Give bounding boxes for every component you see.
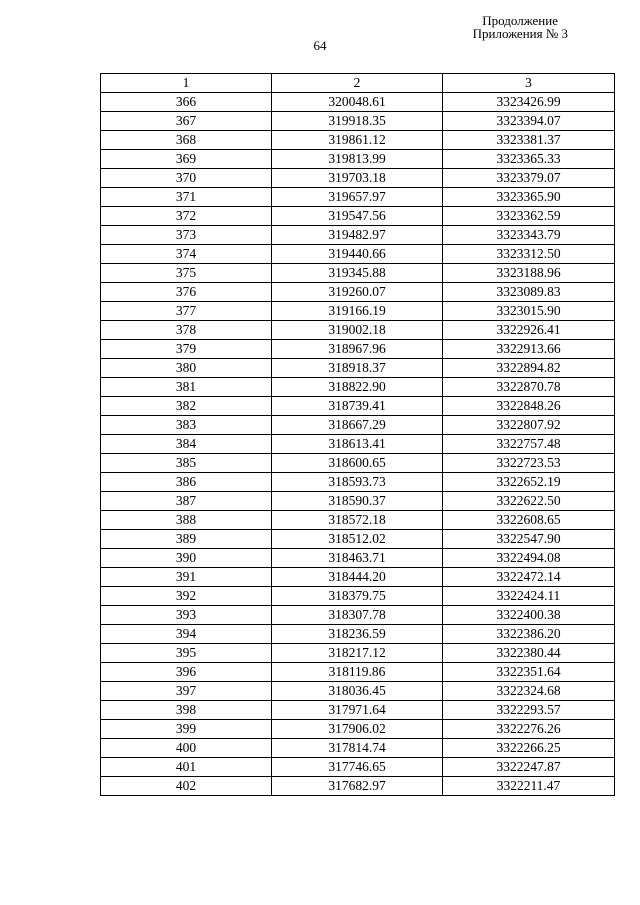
table-row <box>101 663 615 682</box>
x-coordinate-cell: 318822.90 <box>272 378 443 397</box>
y-coordinate-cell: 3323015.90 <box>443 302 615 321</box>
point-number-cell: 390 <box>101 549 272 568</box>
table-row <box>101 511 615 530</box>
x-coordinate-cell: 318036.45 <box>272 682 443 701</box>
y-coordinate-cell: 3322324.68 <box>443 682 615 701</box>
point-number-cell: 389 <box>101 530 272 549</box>
table-row <box>101 378 615 397</box>
y-coordinate-cell: 3322926.41 <box>443 321 615 340</box>
y-coordinate-cell: 3322424.11 <box>443 587 615 606</box>
point-number-cell: 376 <box>101 283 272 302</box>
y-coordinate-cell: 3322472.14 <box>443 568 615 587</box>
table-row <box>101 359 615 378</box>
table-row <box>101 416 615 435</box>
y-coordinate-cell: 3322913.66 <box>443 340 615 359</box>
point-number-cell: 367 <box>101 112 272 131</box>
table-row <box>101 302 615 321</box>
point-number-cell: 383 <box>101 416 272 435</box>
column-header-2: 2 <box>272 74 443 93</box>
page-number: 64 <box>313 38 327 53</box>
x-coordinate-cell: 319547.56 <box>272 207 443 226</box>
point-number-cell: 373 <box>101 226 272 245</box>
header-continuation: Продолжение <box>482 13 558 28</box>
point-number-cell: 396 <box>101 663 272 682</box>
table-row <box>101 682 615 701</box>
y-coordinate-cell: 3323188.96 <box>443 264 615 283</box>
y-coordinate-cell: 3322293.57 <box>443 701 615 720</box>
table-row <box>101 435 615 454</box>
table-row <box>101 112 615 131</box>
y-coordinate-cell: 3322870.78 <box>443 378 615 397</box>
table-row <box>101 283 615 302</box>
x-coordinate-cell: 319861.12 <box>272 131 443 150</box>
table-row <box>101 264 615 283</box>
y-coordinate-cell: 3322807.92 <box>443 416 615 435</box>
y-coordinate-cell: 3322276.26 <box>443 720 615 739</box>
table-row <box>101 606 615 625</box>
point-number-cell: 375 <box>101 264 272 283</box>
point-number-cell: 377 <box>101 302 272 321</box>
x-coordinate-cell: 318667.29 <box>272 416 443 435</box>
table-row <box>101 758 615 777</box>
point-number-cell: 382 <box>101 397 272 416</box>
x-coordinate-cell: 318217.12 <box>272 644 443 663</box>
x-coordinate-cell: 318572.18 <box>272 511 443 530</box>
table-row <box>101 644 615 663</box>
x-coordinate-cell: 319166.19 <box>272 302 443 321</box>
x-coordinate-cell: 317906.02 <box>272 720 443 739</box>
point-number-cell: 372 <box>101 207 272 226</box>
x-coordinate-cell: 317682.97 <box>272 777 443 796</box>
point-number-cell: 392 <box>101 587 272 606</box>
point-number-cell: 388 <box>101 511 272 530</box>
x-coordinate-cell: 318444.20 <box>272 568 443 587</box>
y-coordinate-cell: 3323365.33 <box>443 150 615 169</box>
point-number-cell: 366 <box>101 93 272 112</box>
x-coordinate-cell: 319813.99 <box>272 150 443 169</box>
x-coordinate-cell: 318119.86 <box>272 663 443 682</box>
y-coordinate-cell: 3323089.83 <box>443 283 615 302</box>
point-number-cell: 400 <box>101 739 272 758</box>
point-number-cell: 368 <box>101 131 272 150</box>
x-coordinate-cell: 319657.97 <box>272 188 443 207</box>
x-coordinate-cell: 319002.18 <box>272 321 443 340</box>
x-coordinate-cell: 318967.96 <box>272 340 443 359</box>
y-coordinate-cell: 3322547.90 <box>443 530 615 549</box>
point-number-cell: 371 <box>101 188 272 207</box>
y-coordinate-cell: 3322652.19 <box>443 473 615 492</box>
y-coordinate-cell: 3322380.44 <box>443 644 615 663</box>
point-number-cell: 378 <box>101 321 272 340</box>
header-appendix-title: Приложения № 3 <box>472 26 568 41</box>
y-coordinate-cell: 3322211.47 <box>443 777 615 796</box>
point-number-cell: 369 <box>101 150 272 169</box>
y-coordinate-cell: 3323426.99 <box>443 93 615 112</box>
y-coordinate-cell: 3323381.37 <box>443 131 615 150</box>
point-number-cell: 397 <box>101 682 272 701</box>
point-number-cell: 401 <box>101 758 272 777</box>
table-row <box>101 93 615 112</box>
y-coordinate-cell: 3322894.82 <box>443 359 615 378</box>
y-coordinate-cell: 3323343.79 <box>443 226 615 245</box>
table-row <box>101 397 615 416</box>
x-coordinate-cell: 318512.02 <box>272 530 443 549</box>
y-coordinate-cell: 3323379.07 <box>443 169 615 188</box>
x-coordinate-cell: 319703.18 <box>272 169 443 188</box>
x-coordinate-cell: 317814.74 <box>272 739 443 758</box>
point-number-cell: 384 <box>101 435 272 454</box>
x-coordinate-cell: 318918.37 <box>272 359 443 378</box>
y-coordinate-cell: 3322757.48 <box>443 435 615 454</box>
y-coordinate-cell: 3322400.38 <box>443 606 615 625</box>
y-coordinate-cell: 3322848.26 <box>443 397 615 416</box>
table-row <box>101 549 615 568</box>
point-number-cell: 399 <box>101 720 272 739</box>
x-coordinate-cell: 318307.78 <box>272 606 443 625</box>
table-row <box>101 340 615 359</box>
point-number-cell: 402 <box>101 777 272 796</box>
point-number-cell: 370 <box>101 169 272 188</box>
table-body <box>101 93 615 796</box>
y-coordinate-cell: 3323365.90 <box>443 188 615 207</box>
y-coordinate-cell: 3322622.50 <box>443 492 615 511</box>
y-coordinate-cell: 3322266.25 <box>443 739 615 758</box>
table-row <box>101 739 615 758</box>
table-row <box>101 530 615 549</box>
y-coordinate-cell: 3322247.87 <box>443 758 615 777</box>
point-number-cell: 385 <box>101 454 272 473</box>
point-number-cell: 398 <box>101 701 272 720</box>
point-number-cell: 374 <box>101 245 272 264</box>
x-coordinate-cell: 318613.41 <box>272 435 443 454</box>
y-coordinate-cell: 3323362.59 <box>443 207 615 226</box>
x-coordinate-cell: 318593.73 <box>272 473 443 492</box>
x-coordinate-cell: 319345.88 <box>272 264 443 283</box>
table-row <box>101 188 615 207</box>
point-number-cell: 386 <box>101 473 272 492</box>
table-row <box>101 150 615 169</box>
appendix-header <box>473 14 568 40</box>
point-number-cell: 393 <box>101 606 272 625</box>
table-row <box>101 492 615 511</box>
table-row <box>101 587 615 606</box>
column-header-1: 1 <box>101 74 272 93</box>
table-row <box>101 321 615 340</box>
y-coordinate-cell: 3322608.65 <box>443 511 615 530</box>
x-coordinate-cell: 317746.65 <box>272 758 443 777</box>
y-coordinate-cell: 3322351.64 <box>443 663 615 682</box>
x-coordinate-cell: 318379.75 <box>272 587 443 606</box>
y-coordinate-cell: 3323394.07 <box>443 112 615 131</box>
y-coordinate-cell: 3323312.50 <box>443 245 615 264</box>
x-coordinate-cell: 318739.41 <box>272 397 443 416</box>
y-coordinate-cell: 3322386.20 <box>443 625 615 644</box>
x-coordinate-cell: 319260.07 <box>272 283 443 302</box>
table-row <box>101 454 615 473</box>
column-header-3: 3 <box>443 74 615 93</box>
x-coordinate-cell: 319482.97 <box>272 226 443 245</box>
coordinates-table <box>100 73 615 796</box>
x-coordinate-cell: 319918.35 <box>272 112 443 131</box>
point-number-cell: 394 <box>101 625 272 644</box>
table-row <box>101 226 615 245</box>
table-row <box>101 169 615 188</box>
table-row <box>101 207 615 226</box>
table-row <box>101 625 615 644</box>
table-row <box>101 720 615 739</box>
point-number-cell: 381 <box>101 378 272 397</box>
table-row <box>101 777 615 796</box>
point-number-cell: 387 <box>101 492 272 511</box>
x-coordinate-cell: 319440.66 <box>272 245 443 264</box>
table-row <box>101 473 615 492</box>
point-number-cell: 395 <box>101 644 272 663</box>
y-coordinate-cell: 3322723.53 <box>443 454 615 473</box>
table-row <box>101 568 615 587</box>
table-header-row <box>101 74 615 93</box>
table-row <box>101 131 615 150</box>
x-coordinate-cell: 318600.65 <box>272 454 443 473</box>
x-coordinate-cell: 318236.59 <box>272 625 443 644</box>
table-row <box>101 701 615 720</box>
point-number-cell: 379 <box>101 340 272 359</box>
x-coordinate-cell: 317971.64 <box>272 701 443 720</box>
x-coordinate-cell: 318590.37 <box>272 492 443 511</box>
y-coordinate-cell: 3322494.08 <box>443 549 615 568</box>
point-number-cell: 380 <box>101 359 272 378</box>
x-coordinate-cell: 320048.61 <box>272 93 443 112</box>
table-row <box>101 245 615 264</box>
point-number-cell: 391 <box>101 568 272 587</box>
x-coordinate-cell: 318463.71 <box>272 549 443 568</box>
